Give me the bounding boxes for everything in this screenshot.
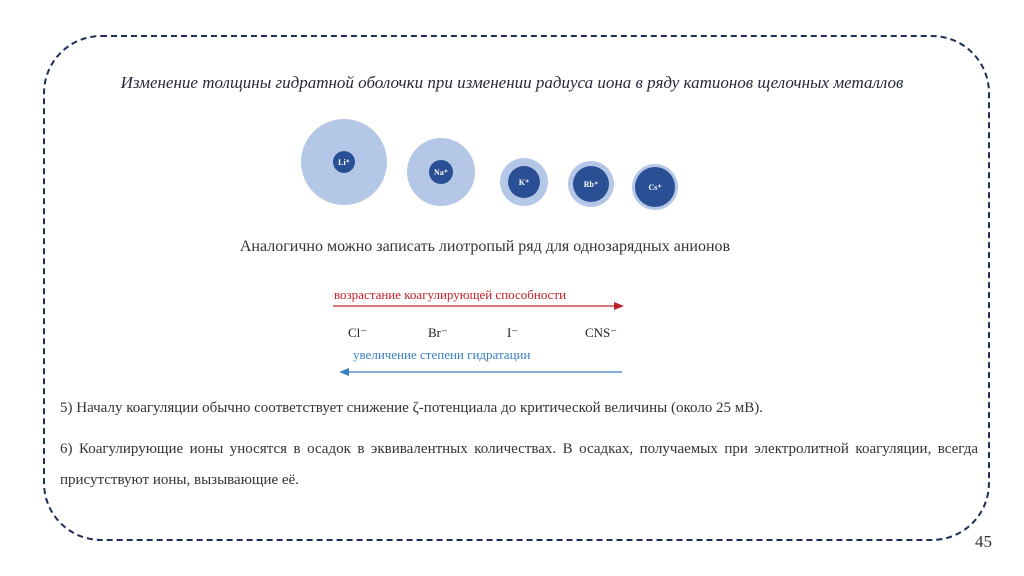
rb-ion-label: Rb⁺ — [583, 180, 599, 189]
cs-ion-label: Cs⁺ — [648, 183, 662, 192]
coagulating-ability-label: возрастание коагулирующей способности — [334, 287, 567, 302]
na-ion-label: Na⁺ — [434, 168, 448, 177]
point-5-text: 5) Началу коагуляции обычно соответствует снижение ζ-потенциала до критической величины (около 25 мВ). — [60, 400, 764, 416]
anion-br: Br⁻ — [428, 325, 448, 340]
anion-series-note: Аналогично можно записать лиотропый ряд для однозарядных анионов — [239, 238, 731, 255]
red-arrow-head — [614, 302, 624, 310]
blue-arrow-head — [339, 368, 349, 376]
anion-cl: Cl⁻ — [348, 325, 368, 340]
hydration-degree-label: увеличение степени гидратации — [353, 347, 531, 362]
page-number: 45 — [975, 532, 992, 551]
k-ion-label: K⁺ — [518, 178, 530, 187]
slide-title: Изменение толщины гидратной оболочки при изменении радиуса иона в ряду катионов щелочных металлов — [120, 73, 904, 92]
li-ion-label: Li⁺ — [338, 158, 350, 167]
anion-cns: CNS⁻ — [585, 325, 618, 340]
point-6-text: 6) Коагулирующие ионы уносятся в осадок в эквивалентных количествах. В осадках, получаемых при электролитной коагуляции, всегда присутствуют ионы, вызывающие её. — [60, 441, 978, 488]
anion-i: I⁻ — [507, 325, 519, 340]
